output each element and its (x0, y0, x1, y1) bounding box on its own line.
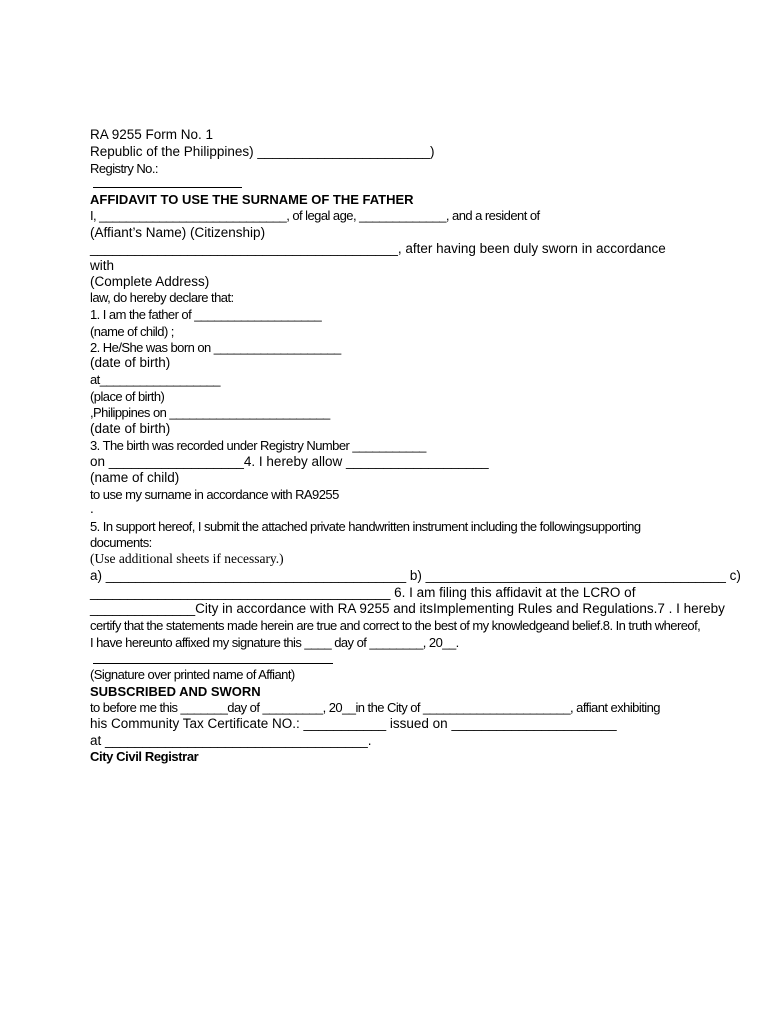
affiant-label: (Affiant’s Name) (Citizenship) (90, 225, 266, 240)
republic-line: Republic of the Philippines) _______________________) (90, 144, 435, 159)
item-6-line: ________________________________________ 6. I am filing this affidavit at the LCRO of (90, 585, 636, 600)
dob-label-2: (date of birth) (90, 421, 171, 436)
before-me-line: to before me this _______day of _________, 20__in the City of ______________________, affiant exhibiting (90, 700, 660, 715)
item-2: 2. He/She was born on ___________________ (90, 340, 341, 355)
signature-label: (Signature over printed name of Affiant) (90, 667, 295, 682)
title-rule (93, 187, 242, 188)
affidavit-title: AFFIDAVIT TO USE THE SURNAME OF THE FATHER (90, 192, 414, 207)
city-civil-registrar: City Civil Registrar (90, 749, 199, 764)
documents-line: documents: (90, 535, 152, 550)
certify-line: certify that the statements made herein are true and correct to the best of my knowledgeand belief.8. In truth whereof, (90, 618, 701, 633)
affiant-line: I, ____________________________, of legal age, _____________, and a resident of (90, 208, 540, 223)
form-number: RA 9255 Form No. 1 (90, 127, 214, 142)
subscribed-heading: SUBSCRIBED AND SWORN (90, 684, 261, 699)
documents-abc-line: a) ________________________________________ b) ________________________________________ c) (90, 568, 741, 583)
item-1: 1. I am the father of ___________________ (90, 307, 322, 322)
philippines-line: ,Philippines on ________________________ (90, 405, 330, 420)
with-line: with (90, 258, 115, 273)
signature-line (93, 663, 333, 664)
child-label-1: (name of child) ; (90, 324, 174, 339)
item-3: 3. The birth was recorded under Registry Number ___________ (90, 438, 426, 453)
dob-label-1: (date of birth) (90, 355, 171, 370)
additional-sheets-note: (Use additional sheets if necessary.) (90, 551, 284, 566)
use-surname-line: to use my surname in accordance with RA9255 (90, 487, 339, 502)
law-line: law, do hereby declare that: (90, 290, 234, 305)
item-5: 5. In support hereof, I submit the attached private handwritten instrument including the followingsupporting (90, 519, 641, 534)
at-place-line: at ___________________________________. (90, 733, 372, 748)
city-line: ______________City in accordance with RA 9255 and itsImplementing Rules and Regulations.7 . I hereby (90, 601, 725, 616)
at-line: at__________________ (90, 372, 220, 387)
pob-label: (place of birth) (90, 389, 165, 404)
address-line: _________________________________________, after having been duly sworn in accordance (90, 241, 666, 256)
registry-number: Registry No.: (90, 161, 158, 176)
hereunto-line: I have hereunto affixed my signature this ____ day of ________, 20__. (90, 635, 459, 650)
address-label: (Complete Address) (90, 274, 210, 289)
period-line: . (90, 501, 94, 516)
on-line: on __________________4. I hereby allow ___________________ (90, 454, 489, 469)
child-label-2: (name of child) (90, 470, 180, 485)
ctc-line: his Community Tax Certificate NO.: ___________ issued on ______________________ (90, 716, 617, 731)
